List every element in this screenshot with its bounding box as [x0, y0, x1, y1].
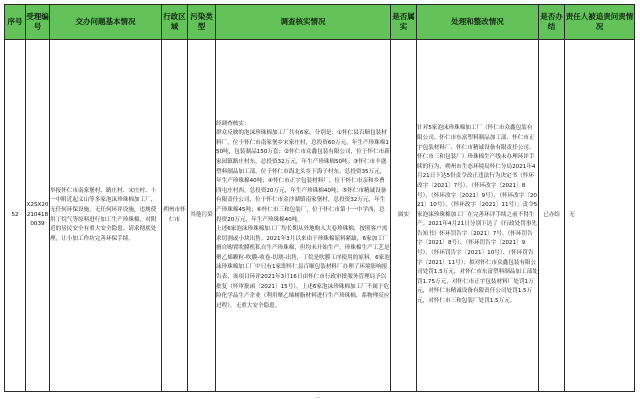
- table-header-row: [5, 5, 635, 40]
- header-verified: 是否属实: [391, 5, 417, 40]
- row-accountability: 无: [565, 40, 635, 392]
- row-verified: 属实: [391, 40, 417, 392]
- table-row: [5, 40, 635, 392]
- header-index: 序号: [5, 5, 26, 40]
- row-handling: 针对5家泡沫珍珠棉加工厂（怀仁市众鑫包装有限公司、怀仁市东富塑料制品加工部、怀仁市正宇包装材料厂、怀仁市精诚设备有限责任公司、怀仁市三和包装厂）珍珠棉生产线未办理环评手续的行为，朔州市生态环境局怀仁分局2021年4月21日下达5份责令改正违法行为决定书（怀环改字〔2021〕7号）、（怀环改字〔2021〕8号）、（怀环改字〔2021〕9号）、（怀环改字〔2021〕10号）、（怀环改字〔2021〕11号）；责令5家泡沫珍珠棉加工厂在完善环评手续之前不得生产；2021年4月21日分别下达了《行政处罚事先告知书》怀环罚告字〔2021〕7号、（怀环罚告字〔2021〕8号）、（怀环罚告字〔2021〕9号）、（怀环罚告字〔2021〕10号）、（怀环罚告字〔2021〕11号）；拟对怀仁市众鑫包装有限公司处罚1.5万元，对怀仁市东富塑料制品加工部处罚1.75万元，对怀仁市正宇包装材料厂处罚1万元，对怀仁市精诚设备有限责任公司处罚1.5万元，对怀仁市三和包装厂处罚1.5万元。: [417, 40, 539, 392]
- header-handling: 处理和整改情况: [417, 5, 539, 40]
- header-problem: 交办问题基本情况: [50, 5, 162, 40]
- row-closed: 已办结: [539, 40, 565, 392]
- header-closed: 是否办结: [539, 5, 565, 40]
- header-region: 行政区域: [162, 5, 188, 40]
- row-id: X2SX202104180039: [26, 40, 50, 392]
- page-footer-mark: ··: [316, 395, 320, 402]
- case-table: [4, 4, 635, 392]
- header-id: 受理编号: [26, 5, 50, 40]
- row-index: 52: [5, 40, 26, 392]
- row-pollution-type: 其他污染: [188, 40, 216, 392]
- header-investigation: 调查核实情况: [216, 5, 391, 40]
- header-pollution-type: 污染类型: [188, 5, 216, 40]
- row-problem: 举报怀仁市南家堡村、路庄村、宋庄村、十一中附近起义山等多家泡沫珍珠棉加工厂，无任何环保设施，无任何环评设施，违规使用丁烷气等原料进行加工生产珍珠棉，对附近的居民安全有重大安全隐患。请求彻底处理，让小加工作坊完善环保手续。: [50, 40, 162, 392]
- row-region: 朔州市怀仁市: [162, 40, 188, 392]
- header-accountability: 责任人被追责问责情况: [565, 5, 635, 40]
- row-investigation: 经调查核实： 群众反映的泡沫珍珠棉加工厂共有6家，分别是：①怀仁县百顺包装材料厂，位于怀仁市南家堡乡宋家庄村，总投资60万元，年生产珍珠棉150吨，包装制品150万套；②怀仁市众鑫包装有限公司，位于怀仁市新家园镇路庄村东，总投资32万元，年生产珍珠棉50吨；③怀仁市丰盛塑料制品加工部，位于怀仁市海北头乡下海子村东，总投资35万元，年生产珍珠棉40吨；④怀仁市正宇包装材料厂，位于怀仁市亲和乡曹四屯庄村西，总投资20万元，年生产珍珠棉40吨；⑤怀仁市精诚设备有限责任公司，位于怀仁市金沙湖镇南家堡村，总投资32万元，年生产珍珠棉45吨；⑥怀仁市三和包装厂，位于怀仁市第十一中学西，总投资20万元，年生产珍珠棉40吨。 上述6家泡沫珍珠棉加工厂均长期从外地购入大卷珍珠棉，按照客户需求切割或小块出售。2021年3月以来由于珍珠棉原料紧缺，6家加工厂擅自购置吹膜机私自生产珍珠棉，但均未开始生产。珍珠棉生产工艺是聚乙烯颗粒-吹膜-收卷-切割-出售，丁烷是吹膜工序使用的原料。6家泡沫珍珠棉加工厂中只有1家即怀仁县百顺包装材料厂办理了环境影响报告表，该项目环评2021年3月16日由怀仁市行政审批服务管理局予以批复（怀审批函〔2021〕15号）。上述6家泡沫珍珠棉加工厂不属于危险化学品生产企业（利用聚乙烯树脂材料进行生产珍珠棉，系物理反应过程），无重大安全隐患。: [216, 40, 391, 392]
